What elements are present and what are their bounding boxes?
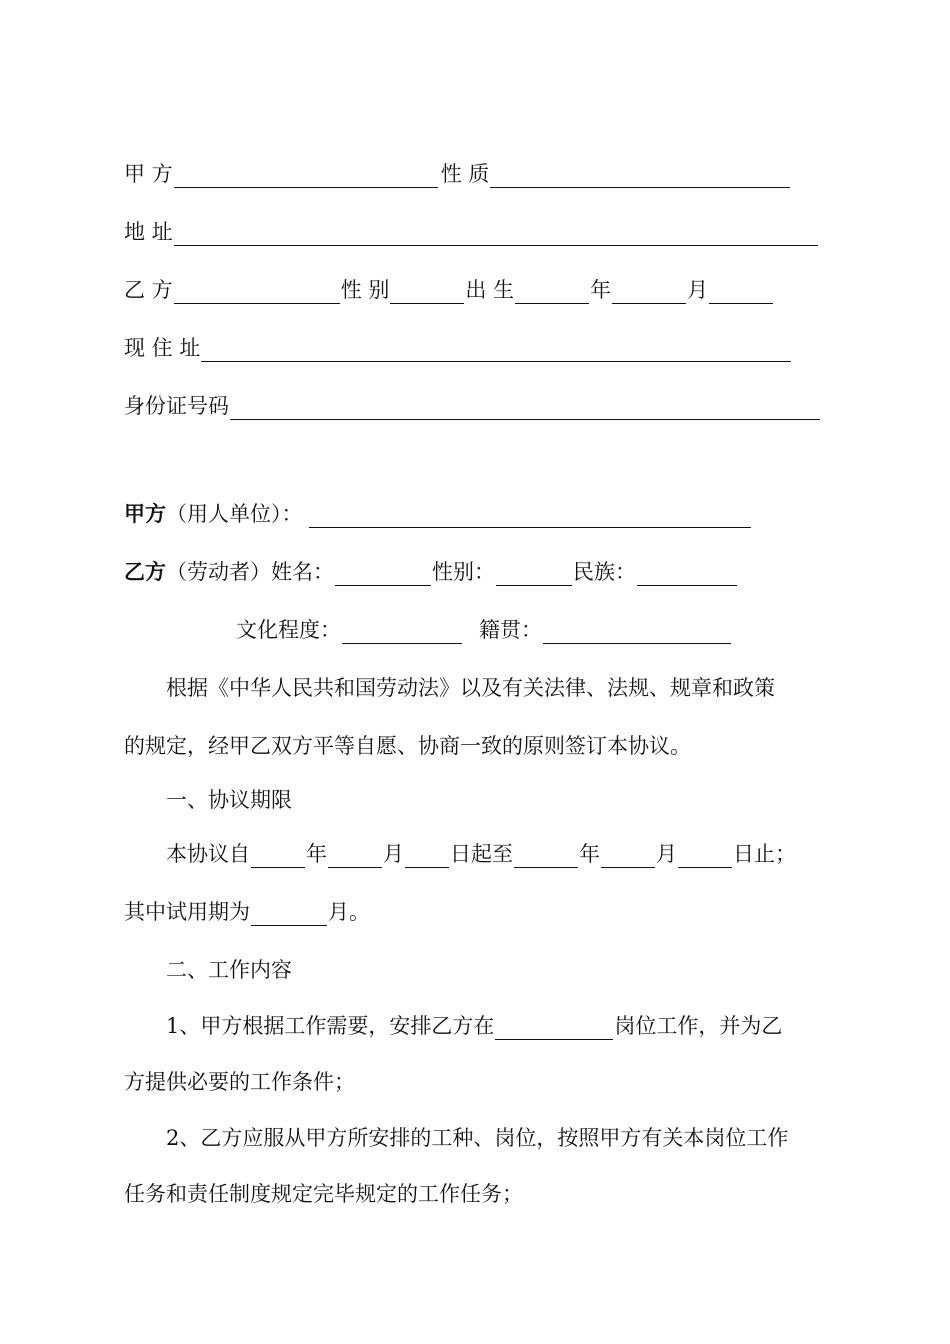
end-month-field[interactable] <box>601 847 655 868</box>
end-day-field[interactable] <box>678 847 732 868</box>
item-1-continued: 方提供必要的工作条件； <box>124 1070 355 1094</box>
party-a-row <box>124 160 791 188</box>
section-2-title: 二、工作内容 <box>166 958 292 982</box>
party-a-field[interactable] <box>174 167 438 188</box>
intro-line-2: 的规定，经甲乙双方平等自愿、协商一致的原则签订本协议。 <box>124 734 691 758</box>
birth-month-field[interactable] <box>612 283 686 304</box>
employee-note: （劳动者）姓名： <box>166 560 334 584</box>
employer-field[interactable] <box>309 507 751 528</box>
native-place-field[interactable] <box>543 623 731 644</box>
term-prefix: 本协议自 <box>166 842 250 866</box>
probation-prefix: 其中试用期为 <box>124 900 250 924</box>
section-1-title: 一、协议期限 <box>166 788 292 812</box>
employer-row <box>124 500 752 528</box>
start-day-field[interactable] <box>405 847 449 868</box>
employee-name-field[interactable] <box>335 565 431 586</box>
current-address-row <box>124 334 792 362</box>
birth-label: 出 生 <box>465 278 515 302</box>
employer-note: （用人单位）： <box>166 502 303 526</box>
probation-suffix: 月。 <box>328 900 370 924</box>
position-field[interactable] <box>495 1019 613 1040</box>
current-address-field[interactable] <box>201 341 791 362</box>
gender-field[interactable] <box>390 283 464 304</box>
native-place-label: 籍贯： <box>479 618 542 642</box>
nature-label: 性 质 <box>440 162 490 186</box>
start-month-label: 月 <box>383 842 404 866</box>
item-1-text-b: 岗位工作，并为乙 <box>614 1014 783 1038</box>
item-2-line-2: 任务和责任制度规定完毕规定的工作任务； <box>124 1182 523 1206</box>
end-month-label: 月 <box>656 842 677 866</box>
education-row <box>236 616 732 644</box>
birth-day-field[interactable] <box>709 283 773 304</box>
term-row <box>166 840 796 868</box>
start-year-field[interactable] <box>251 847 305 868</box>
employee-gender-field[interactable] <box>496 565 572 586</box>
address-field[interactable] <box>174 225 818 246</box>
day-from-label: 日起至 <box>450 842 513 866</box>
employee-ethnic-field[interactable] <box>637 565 737 586</box>
current-address-label: 现 住 址 <box>124 336 201 360</box>
intro-line-1: 根据《中华人民共和国劳动法》以及有关法律、法规、规章和政策 <box>166 676 775 700</box>
employee-bold-label: 乙方 <box>124 560 166 584</box>
education-label: 文化程度： <box>236 618 341 642</box>
month-label: 月 <box>687 278 709 302</box>
nature-field[interactable] <box>490 167 790 188</box>
probation-field[interactable] <box>251 905 327 926</box>
party-b-row <box>124 276 774 304</box>
party-b-field[interactable] <box>174 283 340 304</box>
employee-ethnic-label: 民族： <box>573 560 636 584</box>
education-field[interactable] <box>342 623 462 644</box>
address-row <box>124 218 819 246</box>
address-label: 地 址 <box>124 220 173 244</box>
gender-label: 性 别 <box>340 278 390 302</box>
probation-row <box>124 898 370 926</box>
party-a-label: 甲 方 <box>124 162 173 186</box>
employee-row <box>124 558 738 586</box>
item-2-line-1: 2、乙方应服从甲方所安排的工种、岗位，按照甲方有关本岗位工作 <box>166 1126 789 1150</box>
start-year-label: 年 <box>306 842 327 866</box>
party-b-label: 乙 方 <box>124 278 173 302</box>
employee-gender-label: 性别： <box>432 560 495 584</box>
day-end-label: 日止； <box>733 842 796 866</box>
id-number-row <box>124 392 821 420</box>
start-month-field[interactable] <box>328 847 382 868</box>
end-year-label: 年 <box>579 842 600 866</box>
end-year-field[interactable] <box>514 847 578 868</box>
year-label: 年 <box>590 278 612 302</box>
id-number-label: 身份证号码 <box>124 394 229 418</box>
item-1-text-a: 1、甲方根据工作需要，安排乙方在 <box>166 1014 495 1038</box>
employer-bold-label: 甲方 <box>124 502 166 526</box>
item-1-row <box>166 1012 782 1040</box>
birth-year-field[interactable] <box>515 283 589 304</box>
id-number-field[interactable] <box>230 399 820 420</box>
